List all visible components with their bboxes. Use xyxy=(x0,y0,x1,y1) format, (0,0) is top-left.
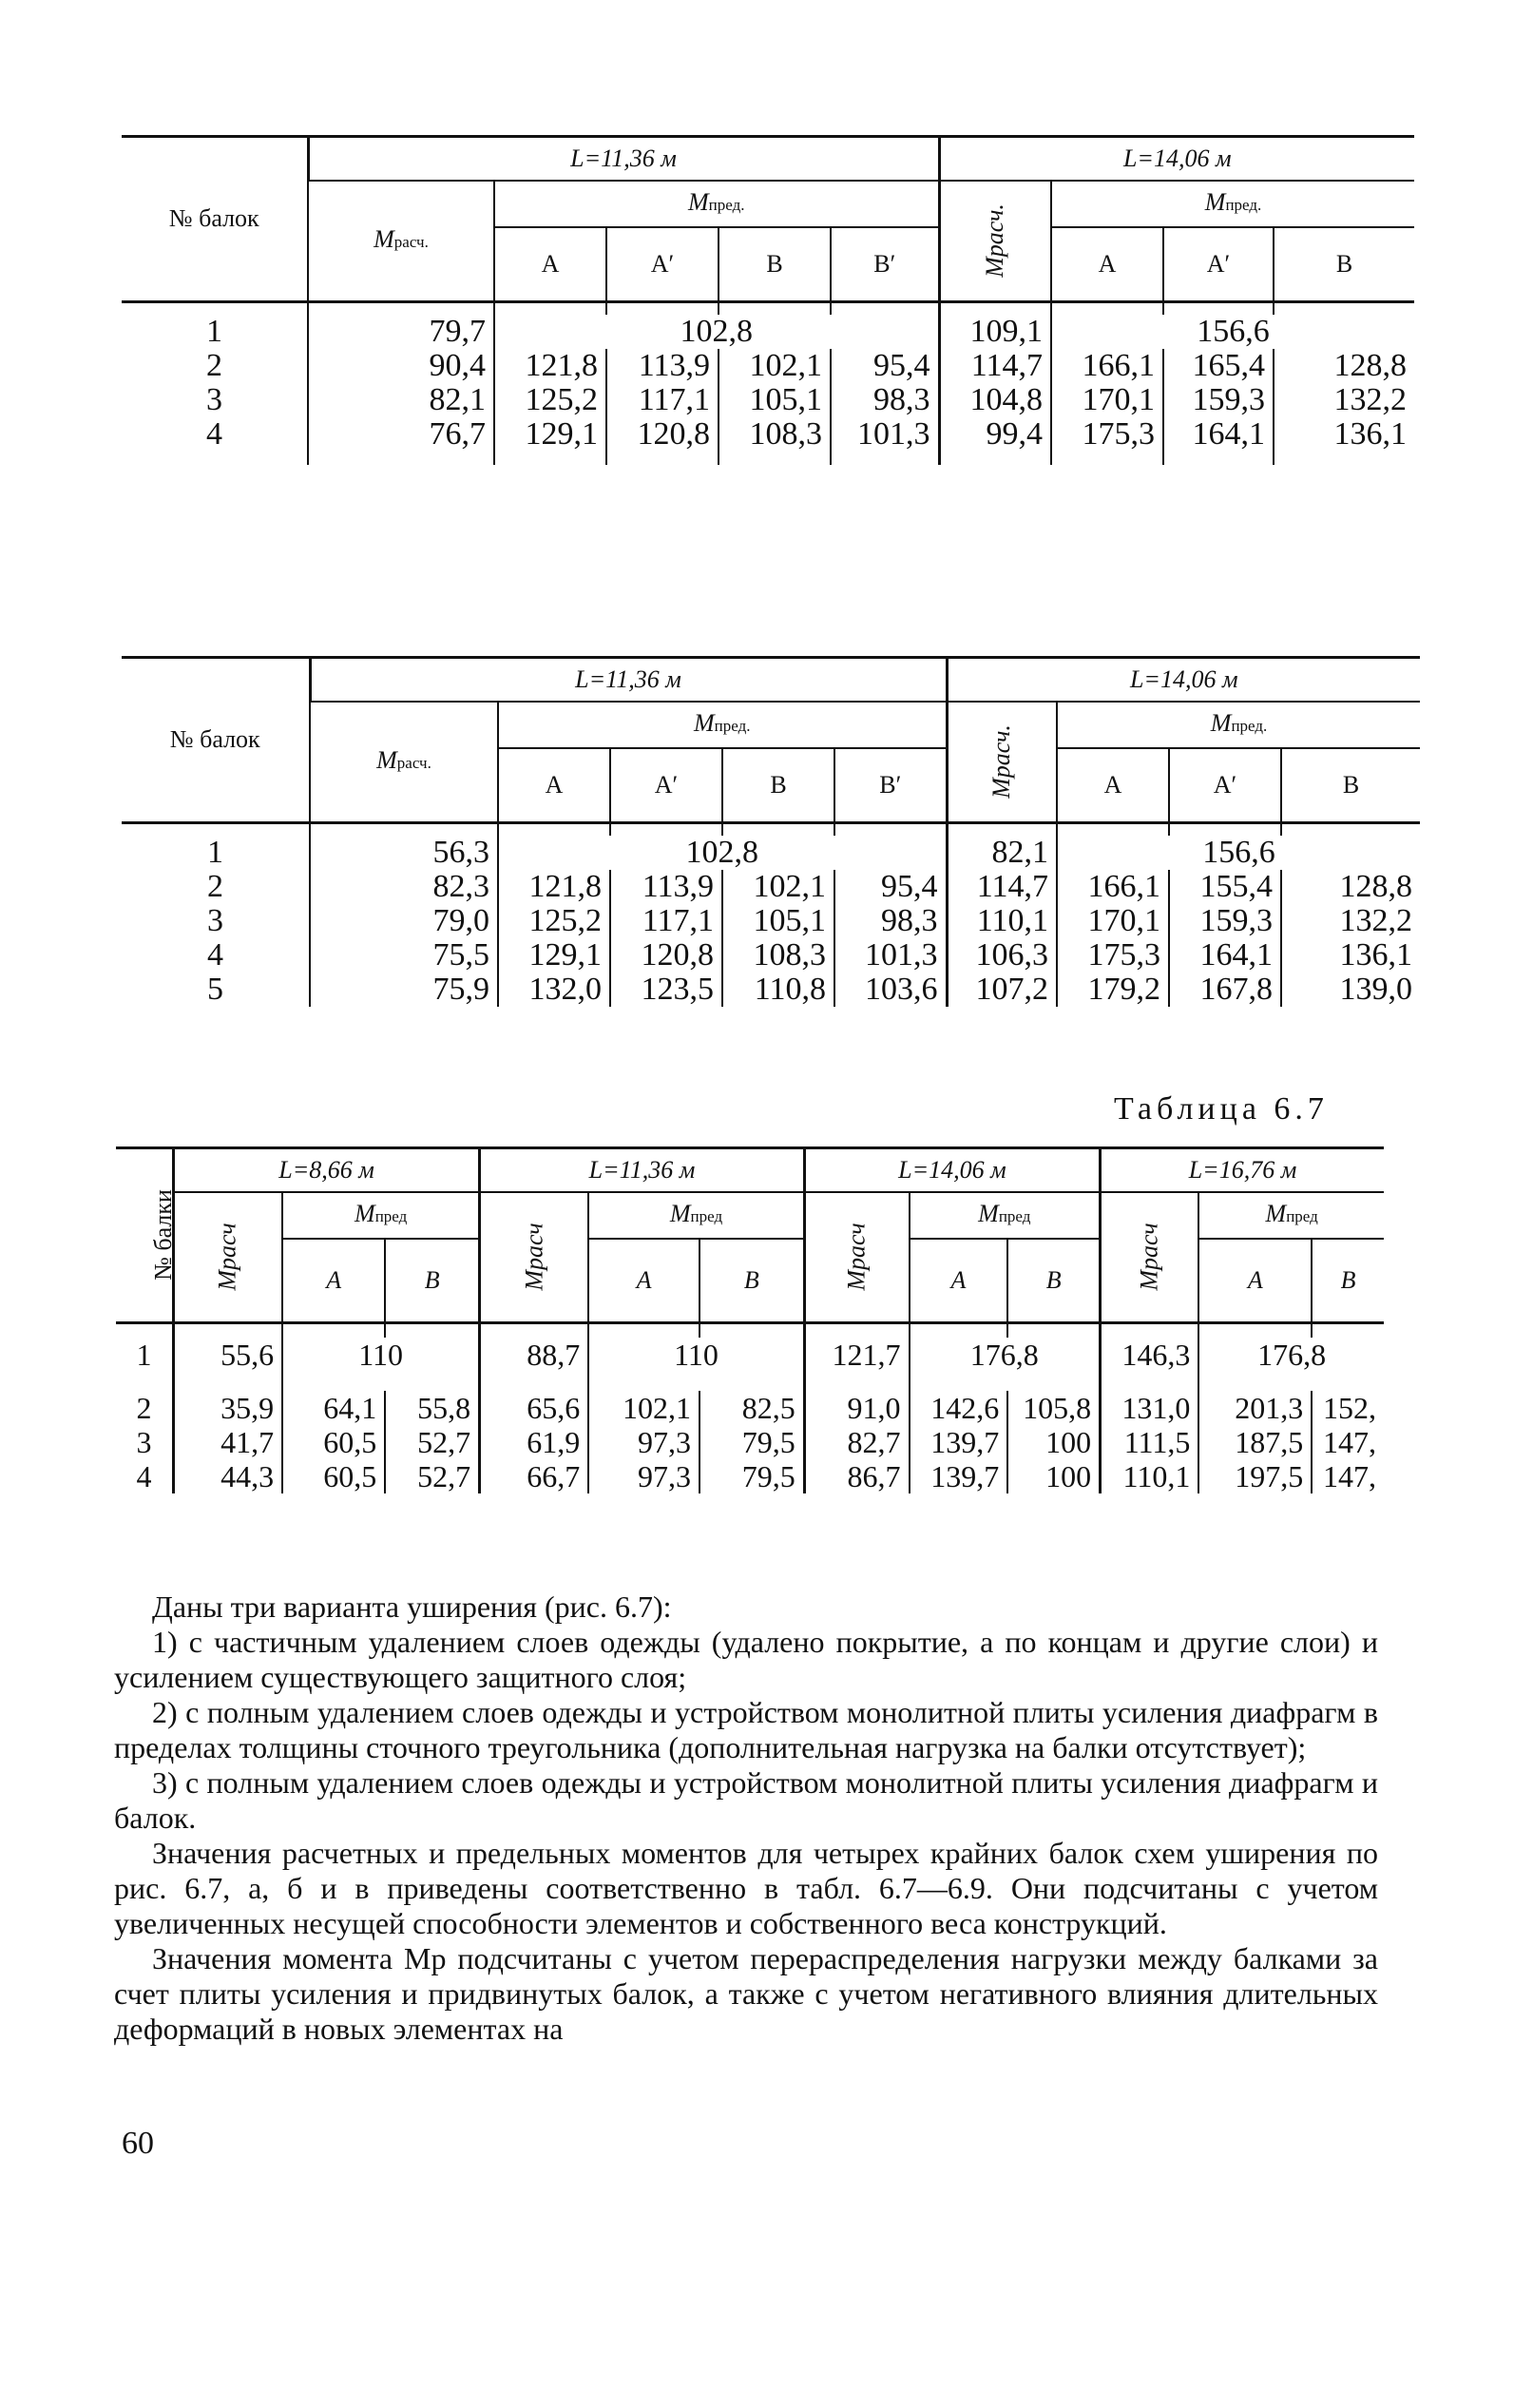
col-a-2: А xyxy=(1057,748,1169,822)
col-b-2: В xyxy=(700,1239,804,1322)
table-row: 2 90,4 121,8 113,9 102,1 95,4 114,7 166,1 165,4 128,8 xyxy=(122,349,1414,383)
l2-header: L=14,06 м xyxy=(947,658,1420,703)
m-pred-1: Mпред xyxy=(282,1192,480,1239)
col-a: А xyxy=(498,748,610,822)
table-row: 3 82,1 125,2 117,1 105,1 98,3 104,8 170,1 159,3 132,2 xyxy=(122,383,1414,417)
m-calc-header: Mрасч. xyxy=(310,702,498,822)
col-balka-header: № балки xyxy=(116,1148,174,1323)
col-a1-2: А′ xyxy=(1169,748,1281,822)
m-pred-header: Mпред. xyxy=(498,702,947,748)
m-calc-header: Mрасч. xyxy=(308,181,494,301)
col-a-3: А xyxy=(910,1239,1008,1322)
m-pred-4: Mпред xyxy=(1198,1192,1384,1239)
col-a-4: А xyxy=(1198,1239,1312,1322)
l1-header: L=8,66 м xyxy=(174,1148,480,1193)
col-a1: А′ xyxy=(610,748,722,822)
table-row: 1 79,7 102,8 109,1 156,6 xyxy=(122,315,1414,349)
col-b-1: В xyxy=(385,1239,479,1322)
table-row: 4 76,7 129,1 120,8 108,3 101,3 99,4 175,3 164,1 136,1 xyxy=(122,417,1414,452)
l4-header: L=16,76 м xyxy=(1101,1148,1384,1193)
col-b-4: В xyxy=(1312,1239,1384,1322)
table-row: 2 35,9 64,1 55,8 65,6 102,1 82,5 91,0 142,6 105,8 131,0 201,3 152, xyxy=(116,1391,1384,1425)
col-b-3: В xyxy=(1007,1239,1100,1322)
table-row: 1 56,3 102,8 82,1 156,6 xyxy=(122,836,1420,870)
paragraph: Значения момента Mр подсчитаны с учетом перераспределения нагрузки между балками за счет плиты усиления и придвинутых балок, а также с учетом негативного влияния длительных деформаций в новых элементах на xyxy=(114,1941,1378,2046)
col-a1: А′ xyxy=(606,227,719,301)
table-a xyxy=(122,135,1414,465)
col-balka-header: № балок xyxy=(122,658,310,823)
table-row: 4 75,5 129,1 120,8 108,3 101,3 106,3 175,3 164,1 136,1 xyxy=(122,938,1420,973)
table-row: 3 41,7 60,5 52,7 61,9 97,3 79,5 82,7 139,7 100 111,5 187,5 147, xyxy=(116,1425,1384,1459)
paragraph: 1) с частичным удалением слоев одежды (удалено покрытие, а по концам и другие слои) и усилением существующего защитного слоя; xyxy=(114,1625,1378,1694)
col-b: В xyxy=(719,227,831,301)
m-calc-vert-4: Mрасч xyxy=(1101,1192,1199,1322)
l2-header: L=11,36 м xyxy=(480,1148,805,1193)
l1-header: L=11,36 м xyxy=(310,658,947,703)
m-pred-header: Mпред. xyxy=(494,181,939,227)
col-a1-2: А′ xyxy=(1163,227,1274,301)
table-row: 5 75,9 132,0 123,5 110,8 103,6 107,2 179,2 167,8 139,0 xyxy=(122,973,1420,1007)
col-b: В xyxy=(722,748,834,822)
col-a-2: А xyxy=(1051,227,1163,301)
table-6-7-title: Таблица 6.7 xyxy=(1114,1091,1329,1127)
paragraph: Даны три варианта уширения (рис. 6.7): xyxy=(152,1589,672,1624)
col-a-2: А xyxy=(588,1239,700,1322)
m-pred-header-2: Mпред. xyxy=(1051,181,1414,227)
m-calc-vert-1: Mрасч xyxy=(174,1192,283,1322)
table-row: 4 44,3 60,5 52,7 66,7 97,3 79,5 86,7 139,7 100 110,1 197,5 147, xyxy=(116,1459,1384,1493)
table-row: 1 55,6 110 88,7 110 121,7 176,8 146,3 176,8 xyxy=(116,1338,1384,1391)
col-b1: В′ xyxy=(834,748,947,822)
table-row: 2 82,3 121,8 113,9 102,1 95,4 114,7 166,1 155,4 128,8 xyxy=(122,870,1420,904)
col-a: А xyxy=(494,227,606,301)
m-pred-2: Mпред xyxy=(588,1192,804,1239)
table-row: 3 79,0 125,2 117,1 105,1 98,3 110,1 170,1 159,3 132,2 xyxy=(122,904,1420,938)
paragraph: 3) с полным удалением слоев одежды и устройством монолитной плиты усиления диафрагм и балок. xyxy=(114,1765,1378,1835)
l1-header: L=11,36 м xyxy=(308,137,939,182)
col-b-2: В xyxy=(1274,227,1414,301)
table-b xyxy=(122,656,1420,1007)
m-calc-vert-header: Mрасч. xyxy=(947,702,1057,822)
col-a-1: А xyxy=(282,1239,385,1322)
table-6-7 xyxy=(116,1146,1384,1493)
l2-header: L=14,06 м xyxy=(939,137,1414,182)
l3-header: L=14,06 м xyxy=(804,1148,1100,1193)
m-calc-vert-3: Mрасч xyxy=(804,1192,909,1322)
paragraph: 2) с полным удалением слоев одежды и устройством монолитной плиты усиления диафрагм в пределах толщины сточного треугольника (дополнительная нагрузка на балки отсутствует); xyxy=(114,1695,1378,1764)
body-text xyxy=(114,1589,1378,2047)
col-b-2: В xyxy=(1281,748,1420,822)
m-calc-vert-header: Mрасч. xyxy=(939,181,1051,301)
m-calc-vert-2: Mрасч xyxy=(480,1192,589,1322)
paragraph: Значения расчетных и предельных моментов для четырех крайних балок схем уширения по рис. 6.7, а, б и в приведены соответственно в табл. 6.7—6.9. Они подсчитаны с учетом увеличенных несущей способности элементов и собственного веса конструкций. xyxy=(114,1836,1378,1940)
col-b1: В′ xyxy=(831,227,939,301)
m-pred-3: Mпред xyxy=(910,1192,1101,1239)
col-balka-header: № балок xyxy=(122,137,308,302)
page-number: 60 xyxy=(122,2126,154,2161)
m-pred-header-2: Mпред. xyxy=(1057,702,1420,748)
